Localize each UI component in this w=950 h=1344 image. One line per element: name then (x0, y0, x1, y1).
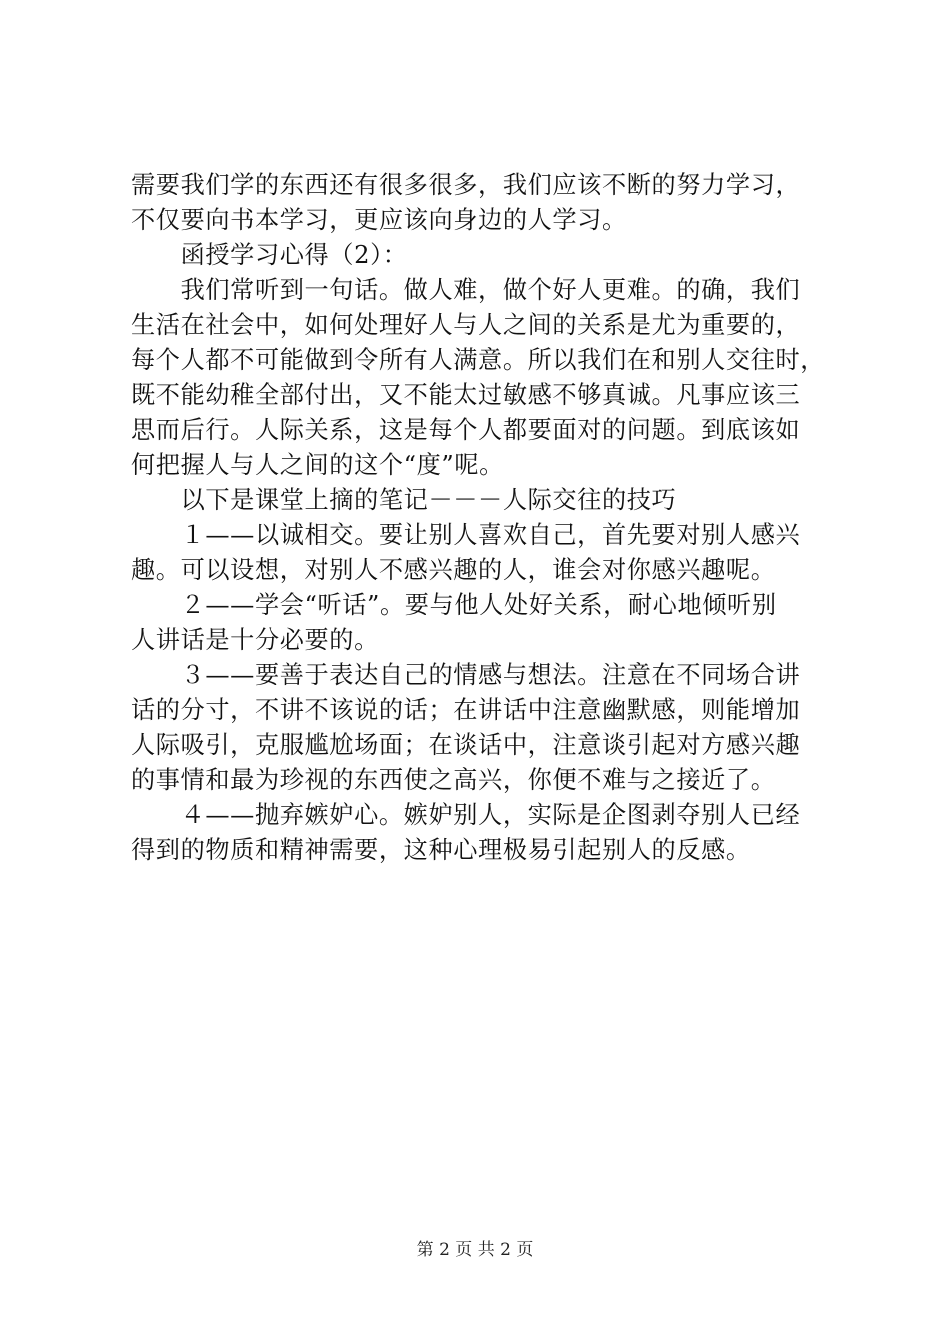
text-line: 既不能幼稚全部付出，又不能太过敏感不够真诚。凡事应该三 (131, 381, 801, 409)
text-line: ２——学会“听话”。要与他人处好关系，耐心地倾听别 (131, 591, 777, 619)
text-line: 以下是课堂上摘的笔记－－－人际交往的技巧 (131, 486, 677, 514)
section-heading: 函授学习心得（2）： (131, 241, 408, 269)
text-line: 得到的物质和精神需要，这种心理极易引起别人的反感。 (131, 836, 751, 864)
text-line: 人讲话是十分必要的。 (131, 626, 379, 654)
document-body (131, 168, 831, 868)
text-line: 人际吸引，克服尴尬场面；在谈话中，注意谈引起对方感兴趣 (131, 731, 801, 759)
text-line: 的事情和最为珍视的东西使之高兴，你便不难与之接近了。 (131, 766, 776, 794)
text-line: 思而后行。人际关系，这是每个人都要面对的问题。到底该如 (131, 416, 801, 444)
text-line: ３——要善于表达自己的情感与想法。注意在不同场合讲 (131, 661, 801, 689)
text-line: 话的分寸，不讲不该说的话；在讲话中注意幽默感，则能增加 (131, 696, 801, 724)
text-line: 趣。可以设想，对别人不感兴趣的人，谁会对你感兴趣呢。 (131, 556, 776, 584)
text-line: 我们常听到一句话。做人难，做个好人更难。的确，我们 (131, 276, 801, 304)
text-line: 不仅要向书本学习，更应该向身边的人学习。 (131, 206, 627, 234)
text-line: １——以诚相交。要让别人喜欢自己，首先要对别人感兴 (131, 521, 801, 549)
text-line: 何把握人与人之间的这个“度”呢。 (131, 451, 504, 479)
text-line: 每个人都不可能做到令所有人满意。所以我们在和别人交往时， (131, 346, 826, 374)
text-line: 生活在社会中，如何处理好人与人之间的关系是尤为重要的， (131, 311, 801, 339)
page-footer: 第 2 页 共 2 页 (416, 1240, 534, 1260)
text-line: ４——抛弃嫉妒心。嫉妒别人，实际是企图剥夺别人已经 (131, 801, 801, 829)
text-line: 需要我们学的东西还有很多很多，我们应该不断的努力学习， (131, 171, 801, 199)
